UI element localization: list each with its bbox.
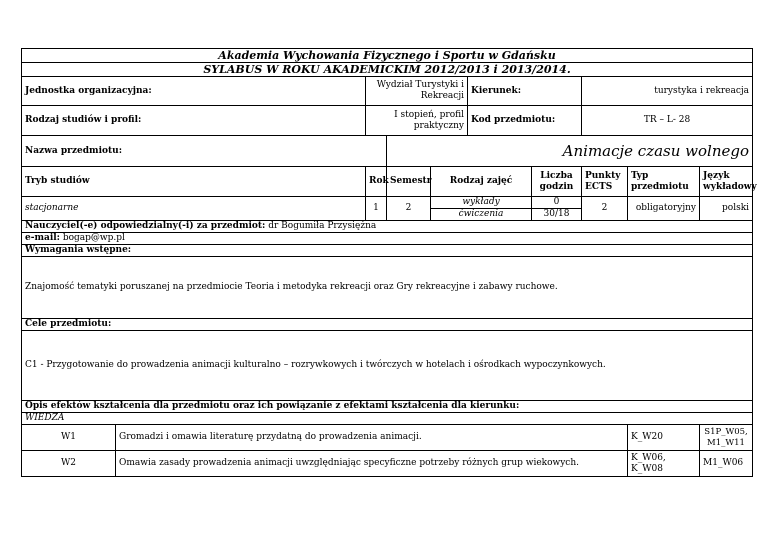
subject-type-value: obligatoryjny bbox=[628, 197, 700, 221]
hours-lecture: 0 bbox=[553, 197, 560, 207]
class-type-lecture: wykłady bbox=[462, 197, 500, 207]
teacher-row bbox=[22, 221, 753, 233]
subject-code-value: TR – L- 28 bbox=[582, 106, 753, 136]
outcome-direction-ref: K_W06, K_W08 bbox=[628, 451, 700, 477]
unit-value: Wydział Turystyki i Rekreacji bbox=[366, 77, 468, 106]
subject-name-label: Nazwa przedmiotu: bbox=[22, 136, 387, 167]
email-value: bogap@wp.pl bbox=[59, 233, 125, 243]
outcome-area-ref: M1_W06 bbox=[700, 451, 753, 477]
ects-value: 2 bbox=[582, 197, 628, 221]
header-syllabus-year: SYLABUS W ROKU AKADEMICKIM 2012/2013 i 2013/2014. bbox=[22, 63, 753, 77]
requirements-text: Znajomość tematyki poruszanej na przedmiocie Teoria i metodyka rekreacji oraz Gry rekreacyjne i zabawy ruchowe. bbox=[22, 257, 753, 319]
unit-label: Jednostka organizacyjna: bbox=[22, 77, 366, 106]
subject-name-value: Animacje czasu wolnego bbox=[387, 136, 753, 167]
syllabus-page bbox=[21, 48, 757, 477]
class-type-exercises: ćwiczenia bbox=[431, 209, 531, 221]
semester-value: 2 bbox=[387, 197, 431, 221]
outcomes-label: Opis efektów kształcenia dla przedmiotu oraz ich powiązanie z efektami kształcenia dla kierunku: bbox=[22, 401, 753, 413]
syllabus-table bbox=[21, 48, 757, 477]
outcome-direction-ref: K_W20 bbox=[628, 425, 700, 451]
language-header: Język wykładowy bbox=[700, 167, 753, 197]
goals-label: Cele przedmiotu: bbox=[22, 319, 753, 331]
teacher-label: Nauczyciel(-e) odpowiedzialny(-i) za przedmiot: bbox=[25, 221, 266, 231]
language-value: polski bbox=[700, 197, 753, 221]
outcome-code: W2 bbox=[22, 451, 116, 477]
outcome-text: Gromadzi i omawia literaturę przydatną do prowadzenia animacji. bbox=[116, 425, 628, 451]
subject-code-label: Kod przedmiotu: bbox=[468, 106, 582, 136]
study-mode-header: Tryb studiów bbox=[22, 167, 366, 197]
year-value: 1 bbox=[366, 197, 387, 221]
outcomes-section-knowledge: WIEDZA bbox=[22, 413, 753, 425]
hours-exercises: 30/18 bbox=[532, 209, 581, 221]
requirements-label: Wymagania wstępne: bbox=[22, 245, 753, 257]
class-types-cell bbox=[431, 197, 532, 221]
semester-header: Semestr bbox=[387, 167, 431, 197]
direction-value: turystyka i rekreacja bbox=[582, 77, 753, 106]
goals-text: C1 - Przygotowanie do prowadzenia animacji kulturalno – rozrywkowych i twórczych w hotelach i ośrodkach wypoczynkowych. bbox=[22, 331, 753, 401]
hours-cell bbox=[532, 197, 582, 221]
class-type-header: Rodzaj zajęć bbox=[431, 167, 532, 197]
email-row bbox=[22, 233, 753, 245]
direction-label: Kierunek: bbox=[468, 77, 582, 106]
outcome-text: Omawia zasady prowadzenia animacji uwzględniając specyficzne potrzeby różnych grup wiekowych. bbox=[116, 451, 628, 477]
teacher-value: dr Bogumiła Przysiężna bbox=[265, 221, 377, 231]
study-type-value: I stopień, profil praktyczny bbox=[366, 106, 468, 136]
ects-header: Punkty ECTS bbox=[582, 167, 628, 197]
study-type-label: Rodzaj studiów i profil: bbox=[22, 106, 366, 136]
outcome-code: W1 bbox=[22, 425, 116, 451]
year-header: Rok bbox=[366, 167, 387, 197]
outcome-area-ref: S1P_W05, M1_W11 bbox=[700, 425, 753, 451]
subject-type-header: Typ przedmiotu bbox=[628, 167, 700, 197]
hours-header: Liczba godzin bbox=[532, 167, 582, 197]
header-institution: Akademia Wychowania Fizycznego i Sportu w Gdańsku bbox=[22, 49, 753, 63]
study-mode-value: stacjonarne bbox=[22, 197, 366, 221]
email-label: e-mail: bbox=[25, 233, 60, 243]
